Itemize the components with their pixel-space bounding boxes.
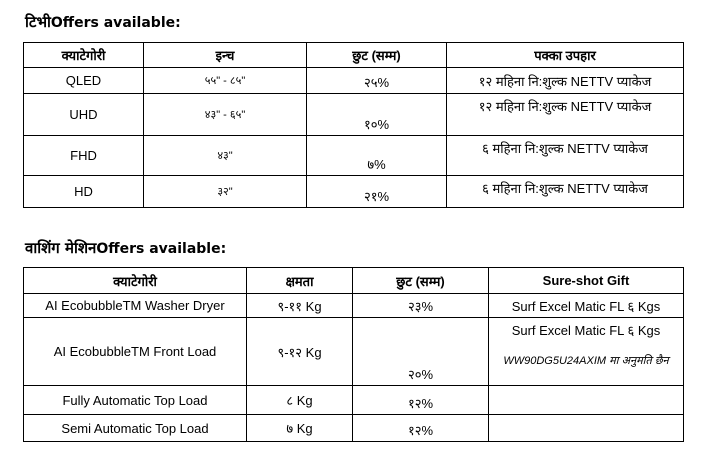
capacity-cell: ७ Kg bbox=[247, 415, 353, 442]
table-row bbox=[24, 94, 684, 136]
capacity-cell: ९-११ Kg bbox=[247, 294, 353, 318]
col-header-discount: छुट (सम्म) bbox=[353, 268, 489, 294]
discount-cell: १२% bbox=[353, 386, 489, 415]
tv-offers-table bbox=[23, 42, 684, 208]
col-header-inch: इन्च bbox=[144, 43, 307, 68]
discount-cell: २३% bbox=[353, 294, 489, 318]
gift-cell: Surf Excel Matic FL ६ Kgs bbox=[489, 294, 684, 318]
wm-heading-suffix: Offers available: bbox=[96, 241, 227, 257]
gift-text: Surf Excel Matic FL ६ Kgs bbox=[511, 323, 661, 338]
category-cell: AI EcobubbleTM Front Load bbox=[24, 318, 247, 386]
table-row bbox=[24, 318, 684, 386]
inch-cell: ३२" bbox=[144, 176, 307, 208]
col-header-discount: छुट (सम्म) bbox=[307, 43, 447, 68]
discount-cell: २०% bbox=[353, 318, 489, 386]
gift-cell bbox=[489, 318, 684, 386]
table-row bbox=[24, 386, 684, 415]
col-header-gift: Sure-shot Gift bbox=[489, 268, 684, 294]
col-header-category: क्याटेगोरी bbox=[24, 268, 247, 294]
gift-cell: ६ महिना नि:शुल्क NETTV प्याकेज bbox=[447, 136, 684, 176]
washing-machine-offers-table bbox=[23, 267, 684, 442]
discount-cell: २५% bbox=[307, 68, 447, 94]
discount-cell: ७% bbox=[307, 136, 447, 176]
col-header-gift: पक्का उपहार bbox=[447, 43, 684, 68]
category-cell: QLED bbox=[24, 68, 144, 94]
category-cell: AI EcobubbleTM Washer Dryer bbox=[24, 294, 247, 318]
category-cell: Semi Automatic Top Load bbox=[24, 415, 247, 442]
table-row bbox=[24, 136, 684, 176]
col-header-capacity: क्षमता bbox=[247, 268, 353, 294]
table-header-row bbox=[24, 43, 684, 68]
capacity-cell: ८ Kg bbox=[247, 386, 353, 415]
table-row bbox=[24, 415, 684, 442]
category-cell: Fully Automatic Top Load bbox=[24, 386, 247, 415]
gift-cell: ६ महिना नि:शुल्क NETTV प्याकेज bbox=[447, 176, 684, 208]
inch-cell: ५५" - ८५" bbox=[144, 68, 307, 94]
tv-heading-prefix: टिभी bbox=[25, 13, 51, 31]
table-row bbox=[24, 176, 684, 208]
table-header-row bbox=[24, 268, 684, 294]
washing-machine-offers-heading bbox=[25, 238, 226, 258]
gift-cell bbox=[489, 386, 684, 415]
discount-cell: १०% bbox=[307, 94, 447, 136]
gift-note: WW90DG5U24AXIM मा अनुमति छैन bbox=[503, 355, 669, 367]
table-row bbox=[24, 294, 684, 318]
discount-cell: १२% bbox=[353, 415, 489, 442]
category-cell: HD bbox=[24, 176, 144, 208]
discount-cell: २१% bbox=[307, 176, 447, 208]
inch-cell: ४३" - ६५" bbox=[144, 94, 307, 136]
table-row bbox=[24, 68, 684, 94]
col-header-category: क्याटेगोरी bbox=[24, 43, 144, 68]
wm-heading-prefix: वाशिंग मेशिन bbox=[25, 239, 97, 257]
capacity-cell: ९-१२ Kg bbox=[247, 318, 353, 386]
inch-cell: ४३" bbox=[144, 136, 307, 176]
gift-cell: १२ महिना नि:शुल्क NETTV प्याकेज bbox=[447, 68, 684, 94]
category-cell: UHD bbox=[24, 94, 144, 136]
gift-cell: १२ महिना नि:शुल्क NETTV प्याकेज bbox=[447, 94, 684, 136]
tv-heading-suffix: Offers available: bbox=[50, 15, 181, 31]
tv-offers-heading bbox=[25, 12, 181, 32]
category-cell: FHD bbox=[24, 136, 144, 176]
gift-cell bbox=[489, 415, 684, 442]
